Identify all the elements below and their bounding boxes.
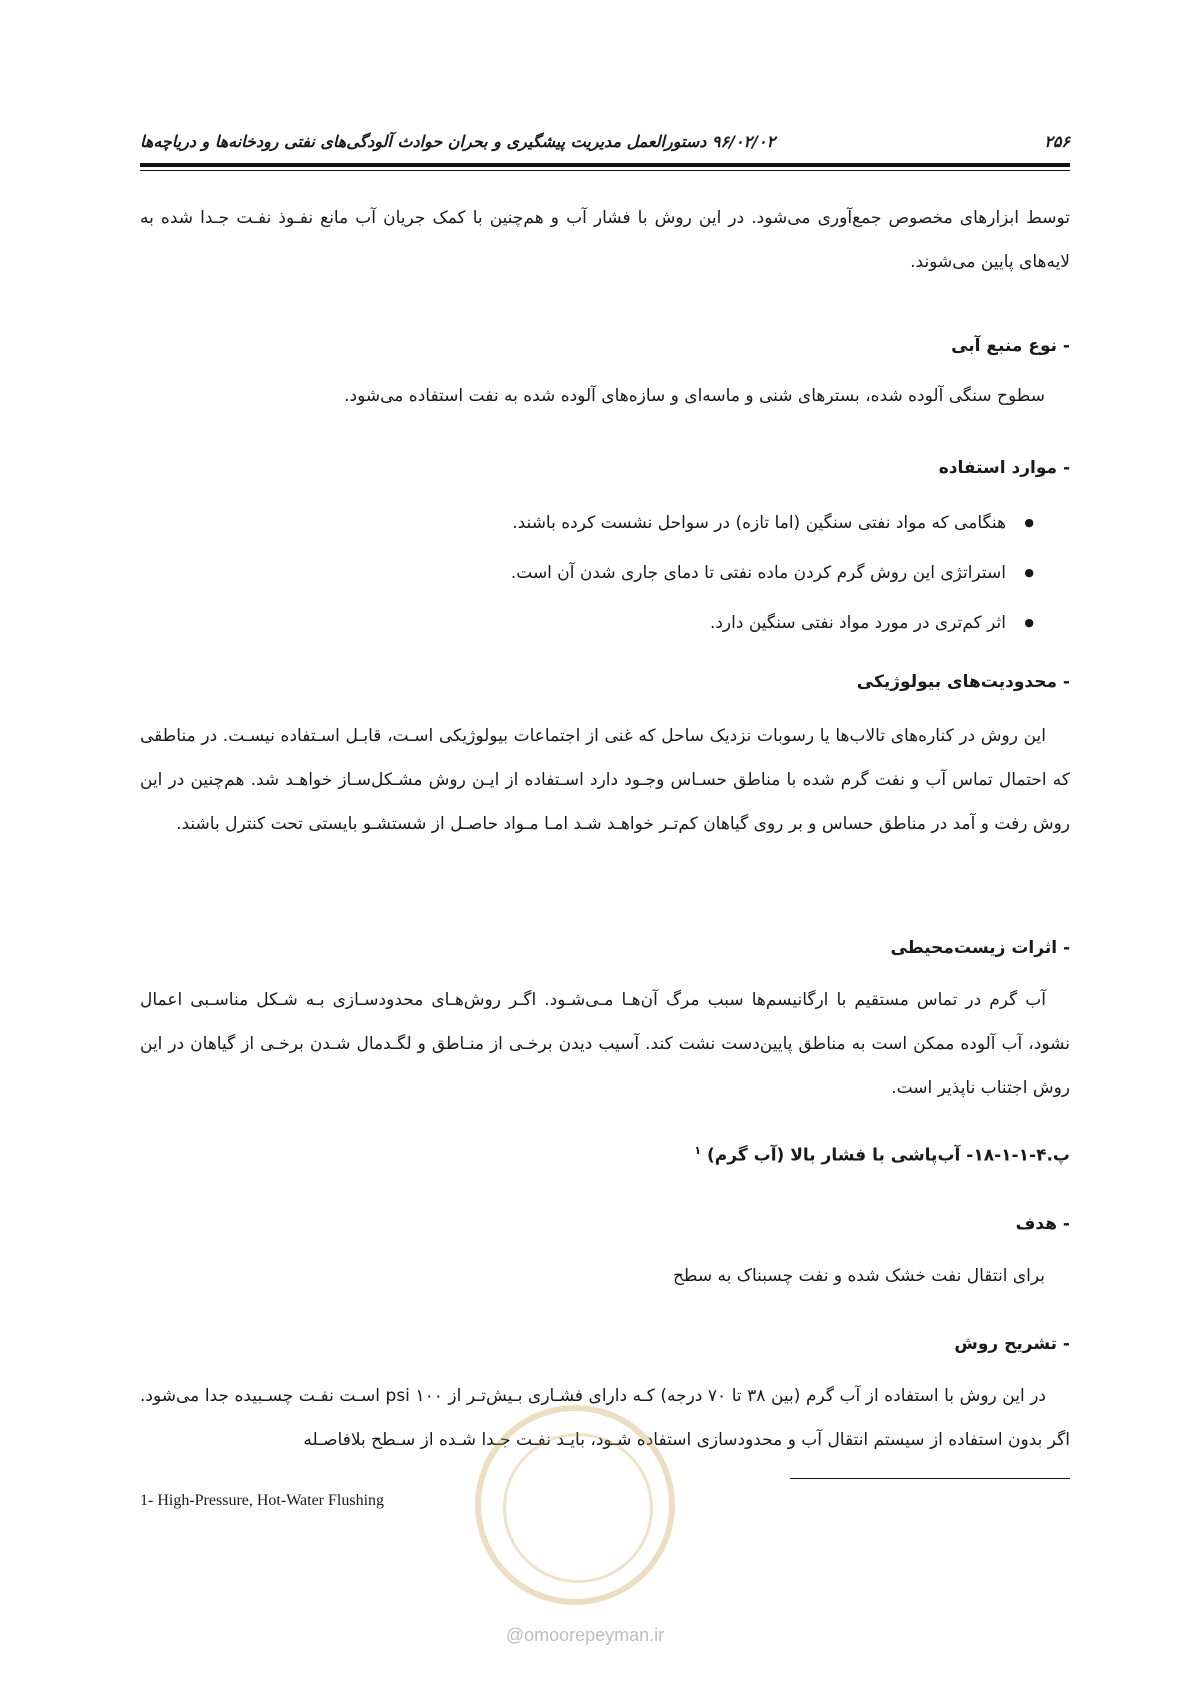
seal-inner-ring — [503, 1433, 653, 1583]
header-rule-thin — [140, 170, 1070, 171]
intro-paragraph: توسط ابزارهای مخصوص جمع‌آوری می‌شود. در این روش با فشار آب و هم‌چنین با کمک جریان آب مانع نفـوذ نفـت جـدا شده به لایه‌های پایین می‌شوند. — [140, 208, 1070, 272]
watermark-url: @omoorepeyman.ir — [505, 1625, 665, 1645]
goal-text: برای انتقال نفت خشک شده و نفت چسبناک به سطح — [672, 1266, 1045, 1286]
water-source-text: سطوح سنگی آلوده شده، بسترهای شنی و ماسه‌ای و سازه‌های آلوده شده به نفت استفاده می‌شود. — [344, 386, 1045, 406]
footnote: 1- High-Pressure, Hot-Water Flushing — [140, 1492, 385, 1509]
header-rule-thick — [140, 163, 1070, 167]
watermark-seal — [475, 1405, 675, 1605]
list-item: ● هنگامی که مواد نفتی سنگین (اما تازه) در سواحل نشست کرده باشند. — [140, 498, 1040, 548]
heading-uses: - موارد استفاده — [938, 458, 1070, 478]
uses-list — [140, 498, 1040, 648]
footnote-rule — [790, 1478, 1070, 1479]
footnote-marker: ۱ — [694, 1144, 702, 1157]
heading-env-effects: - اثرات زیست‌محیطی — [890, 938, 1070, 958]
list-item: ● اثر کم‌تری در مورد مواد نفتی سنگین دارد. — [140, 598, 1040, 648]
heading-method: - تشریح روش — [954, 1334, 1070, 1354]
heading-goal: - هدف — [1015, 1214, 1070, 1234]
heading-water-source: - نوع منبع آبی — [951, 336, 1070, 356]
bio-limits-text: این روش در کناره‌های تالاب‌ها یا رسوبات نزدیک ساحل که غنی از اجتماعات بیولوژیکی اسـت، قابـل اسـتفاده نیسـت. در مناطقی که احتمال تماس آب و نفت گرم شده با مناطق حسـاس وجـود دارد اسـتفاده از ایـن روش مشـکل‌سـاز خواهـد شد. هم‌چنین در این روش رفت و آمد در مناطق حساس و بر روی گیاهان کم‌تـر خواهـد شـد امـا مـواد حاصـل از شستشـو بایستی تحت کنترل باشند. — [140, 726, 1070, 834]
method-text: در این روش با استفاده از آب گرم (بین ۳۸ تا ۷۰ درجه) کـه دارای فشـاری بـیش‌تـر از ۱۰۰ psi اسـت نفـت چسـبیده جدا می‌شود. اگر بدون استفاده از سیستم انتقال آب و محدودسازی استفاده شـود، بایـد نفـت جـدا شـده از سـطح بلافاصـله — [140, 1386, 1070, 1450]
subsection-title: پ.۴-۱-۱-۱۸- آب‌پاشی با فشار بالا (آب گرم) — [707, 1145, 1070, 1166]
list-item: ● استراتژی این روش گرم کردن ماده نفتی تا دمای جاری شدن آن است. — [140, 548, 1040, 598]
heading-bio-limits: - محدودیت‌های بیولوژیکی — [856, 672, 1070, 692]
page-header — [140, 126, 1070, 160]
running-title: ۹۶/۰۲/۰۲ دستورالعمل مدیریت پیشگیری و بحران حوادث آلودگی‌های نفتی رودخانه‌ها و دریاچه‌ها — [140, 132, 776, 151]
page-number: ۲۵۶ — [1044, 132, 1070, 151]
env-effects-text: آب گرم در تماس مستقیم با ارگانیسم‌ها سبب مرگ آن‌هـا مـی‌شـود. اگـر روش‌هـای محدودسـازی بـه شـکل مناسـبی اعمال نشود، آب آلوده ممکن است به مناطق پایین‌دست نشت کند. آسیب دیدن برخـی از منـاطق و لگـدمال شـدن برخـی از گیاهان در این روش اجتناب ناپذیر است. — [140, 990, 1070, 1098]
subsection-heading — [140, 1144, 1070, 1166]
